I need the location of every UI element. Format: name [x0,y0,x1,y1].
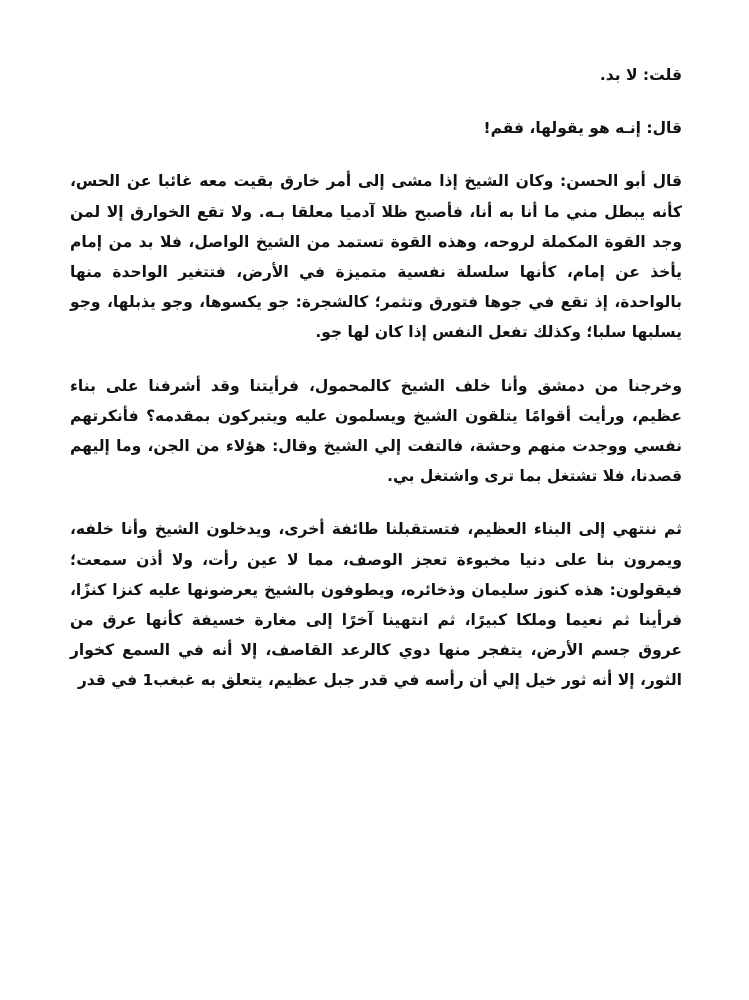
paragraph: وخرجنا من دمشق وأنا خلف الشيخ كالمحمول، فرأيتنا وقد أشرفنا على بناء عظيم، ورأيت أقوامًا يتلقون الشيخ ويسلمون عليه ويتبركون بمقدمه؟ فأنكرتهم نفسي ووجدت منهم وحشة، فالتفت إلي الشيخ وقال: هؤلاء من الجن، وما إليهم قصدنا، فلا تشتغل بما ترى واشتغل بي. [70,376,682,486]
paragraph: قلت: لا بد. [599,66,682,84]
body-text [70,60,682,719]
paragraph: ثم ننتهي إلى البناء العظيم، فتستقبلنا طائفة أخرى، ويدخلون الشيخ وأنا خلفه، ويمرون بنا على دنيا مخبوءة تعجز الوصف، مما لا عين رأت، ولا أذن سمعت؛ فيقولون: هذه كنوز سليمان وذخائره، ويطوفون بالشيخ يعرضونها عليه كنزا كنزًا، فرأينا ثم نعيما وملكا كبيرًا، ثم انتهينا آخرًا إلى مغارة خسيفة كأنها عرق من عروق جسم الأرض، يتفجر منها دوي كالرعد القاصف، إلا أنه في السمع كخوار الثور، إلا أنه ثور خيل إلي أن رأسه في قدر جبل عظيم، يتعلق به غبغب1 في قدر [70,520,682,690]
paragraph: قال: إنـه هو يقولها، فقم! [483,119,682,138]
paragraph: قال أبو الحسن: وكان الشيخ إذا مشى إلى أمر خارق بقيت معه غائبا عن الحس، كأنه يبطل مني ما أنا به أنا، فأصبح ظلا آدميا معلقا بـه. ولا تقع الخوارق إلا لمن وجد القوة المكملة لروحه، وهذه القوة تستمد من الشيخ الواصل، فلا بد من إمام يأخذ عن إمام، كأنها سلسلة نفسية متميزة في الأرض، فتتغير الواحدة منها بالواحدة، إذ تقع في جوها فتورق وتثمر؛ كالشجرة: جو يكسوها، وجو يذبلها، وجو يسلبها سلبا؛ وكذلك تفعل النفس إذا كان لها جو. [70,172,682,342]
